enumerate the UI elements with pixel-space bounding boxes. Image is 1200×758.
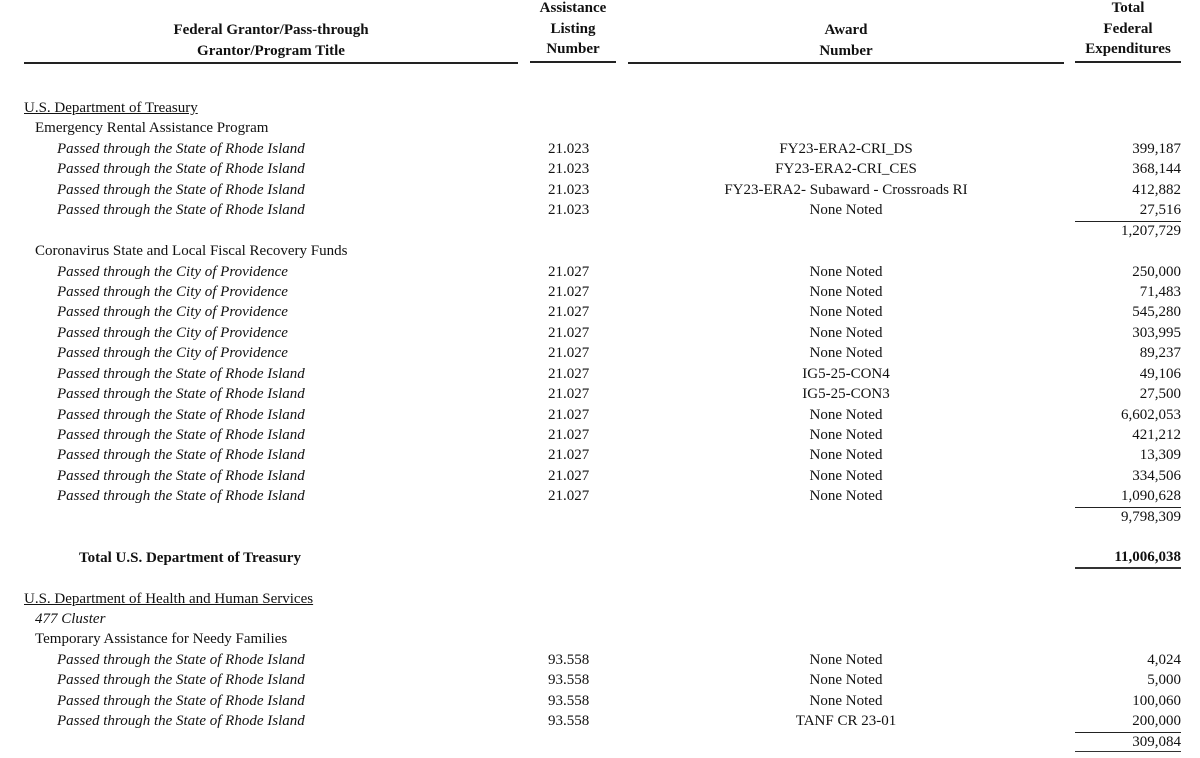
listing-number: 93.558 xyxy=(548,672,590,689)
total-expenditures: 545,280 xyxy=(1132,304,1181,321)
award-number: None Noted xyxy=(809,406,883,423)
header-line: Grantor/Program Title xyxy=(197,42,345,59)
listing-number: 21.027 xyxy=(548,447,590,464)
blank-row xyxy=(0,527,1200,547)
award-number: FY23-ERA2- Subaward - Crossroads RI xyxy=(724,181,968,198)
award-number: None Noted xyxy=(809,488,883,505)
table-row xyxy=(0,486,1200,506)
program-title: Passed through the State of Rhode Island xyxy=(57,181,305,198)
table-row xyxy=(0,405,1200,425)
total-expenditures: 412,882 xyxy=(1132,181,1181,198)
table-row xyxy=(0,343,1200,363)
listing-number: 21.027 xyxy=(548,283,590,300)
award-number: None Noted xyxy=(809,672,883,689)
department-row xyxy=(0,98,1200,118)
listing-number: 21.027 xyxy=(548,263,590,280)
award-number: None Noted xyxy=(809,324,883,341)
listing-number: 21.027 xyxy=(548,304,590,321)
program-title: U.S. Department of Health and Human Services xyxy=(24,590,314,607)
award-number: None Noted xyxy=(809,345,883,362)
table-row xyxy=(0,159,1200,179)
cluster-row xyxy=(0,609,1200,629)
program-title: Passed through the State of Rhode Island xyxy=(57,365,305,382)
total-expenditures: 1,090,628 xyxy=(1121,488,1181,505)
header-line: Expenditures xyxy=(1085,41,1171,57)
total-expenditures: 27,516 xyxy=(1139,202,1181,219)
program-title: Passed through the State of Rhode Island xyxy=(57,406,305,423)
subtotal-row xyxy=(0,507,1200,527)
header-line: Number xyxy=(819,42,873,59)
program-title: Coronavirus State and Local Fiscal Recovery Funds xyxy=(35,243,348,260)
listing-number: 93.558 xyxy=(548,713,590,730)
header-line: Award xyxy=(824,22,868,38)
table-row xyxy=(0,302,1200,322)
listing-number: 93.558 xyxy=(548,692,590,709)
program-title: U.S. Department of Treasury xyxy=(24,100,198,116)
program-title: Temporary Assistance for Needy Families xyxy=(35,631,288,648)
table-row xyxy=(0,650,1200,670)
total-expenditures: 5,000 xyxy=(1147,672,1181,689)
award-number: IG5-25-CON3 xyxy=(802,386,890,403)
award-number: None Noted xyxy=(809,427,883,443)
table-row xyxy=(0,711,1200,731)
total-expenditures: 399,187 xyxy=(1132,140,1181,157)
award-number: TANF CR 23-01 xyxy=(795,713,897,730)
total-expenditures: 27,500 xyxy=(1139,386,1181,403)
table-row xyxy=(0,180,1200,200)
department-row xyxy=(0,589,1200,609)
listing-number: 21.027 xyxy=(548,324,590,341)
table-row xyxy=(0,670,1200,690)
total-expenditures: 6,602,053 xyxy=(1121,406,1181,423)
total-expenditures: 9,798,309 xyxy=(1075,507,1181,527)
total-expenditures: 421,212 xyxy=(1132,427,1181,443)
program-title: Passed through the City of Providence xyxy=(57,324,288,341)
program-title: Passed through the City of Providence xyxy=(57,263,288,280)
program-title: Passed through the State of Rhode Island xyxy=(57,467,305,484)
subtotal-row xyxy=(0,221,1200,241)
program-row xyxy=(0,241,1200,261)
program-title: Passed through the City of Providence xyxy=(57,283,288,300)
award-number: None Noted xyxy=(809,447,883,464)
column-header-award-number xyxy=(628,20,1064,64)
column-header-program-title xyxy=(24,20,518,64)
table-row xyxy=(0,691,1200,711)
table-row xyxy=(0,262,1200,282)
program-title: Passed through the City of Providence xyxy=(57,304,288,321)
program-title: Passed through the State of Rhode Island xyxy=(57,692,305,709)
program-title: Passed through the State of Rhode Island xyxy=(57,672,305,689)
table-row xyxy=(0,139,1200,159)
award-number: FY23-ERA2-CRI_CES xyxy=(775,161,917,178)
program-row xyxy=(0,629,1200,649)
listing-number: 21.027 xyxy=(548,406,590,423)
table-row xyxy=(0,200,1200,220)
program-title: Passed through the City of Providence xyxy=(57,345,288,362)
table-row xyxy=(0,466,1200,486)
program-title: Passed through the State of Rhode Island xyxy=(57,488,305,505)
table-row xyxy=(0,323,1200,343)
program-title: Total U.S. Department of Treasury xyxy=(79,549,301,566)
total-expenditures: 100,060 xyxy=(1132,692,1181,709)
program-title: Passed through the State of Rhode Island xyxy=(57,386,305,403)
award-number: None Noted xyxy=(809,304,883,321)
award-number: None Noted xyxy=(809,692,883,709)
table-row xyxy=(0,282,1200,302)
total-expenditures: 71,483 xyxy=(1139,283,1181,300)
program-title: Passed through the State of Rhode Island xyxy=(57,427,305,443)
award-number: FY23-ERA2-CRI_DS xyxy=(779,140,913,157)
total-expenditures: 11,006,038 xyxy=(1075,548,1181,569)
award-number: None Noted xyxy=(809,202,883,219)
blank-row xyxy=(0,568,1200,588)
award-number: None Noted xyxy=(809,467,883,484)
total-expenditures: 250,000 xyxy=(1132,263,1181,280)
total-expenditures: 13,309 xyxy=(1139,447,1181,464)
listing-number: 21.023 xyxy=(548,140,590,157)
table-row xyxy=(0,384,1200,404)
program-title: Passed through the State of Rhode Island xyxy=(57,140,305,157)
program-title: Passed through the State of Rhode Island xyxy=(57,651,305,668)
header-line: Listing xyxy=(550,20,596,37)
listing-number: 21.027 xyxy=(548,345,590,362)
subtotal-row xyxy=(0,732,1200,752)
listing-number: 21.023 xyxy=(548,181,590,198)
header-line: Assistance xyxy=(539,0,607,16)
listing-number: 93.558 xyxy=(548,651,590,668)
listing-number: 21.027 xyxy=(548,427,590,443)
award-number: None Noted xyxy=(809,283,883,300)
award-number: None Noted xyxy=(809,263,883,280)
header-line: Number xyxy=(546,41,600,57)
listing-number: 21.023 xyxy=(548,161,590,178)
listing-number: 21.027 xyxy=(548,365,590,382)
total-expenditures: 200,000 xyxy=(1132,713,1181,730)
table-row xyxy=(0,425,1200,445)
total-row xyxy=(0,548,1200,568)
total-expenditures: 368,144 xyxy=(1132,161,1181,178)
listing-number: 21.027 xyxy=(548,467,590,484)
award-number: None Noted xyxy=(809,651,883,668)
award-number: IG5-25-CON4 xyxy=(802,365,890,382)
total-expenditures: 309,084 xyxy=(1075,732,1181,753)
program-title: Passed through the State of Rhode Island xyxy=(57,202,305,219)
column-header-listing-number xyxy=(530,0,616,63)
program-title: Passed through the State of Rhode Island xyxy=(57,161,305,178)
listing-number: 21.027 xyxy=(548,386,590,403)
column-header-total-expenditures xyxy=(1075,0,1181,63)
table-row xyxy=(0,445,1200,465)
schedule-table xyxy=(0,98,1200,752)
program-title: 477 Cluster xyxy=(35,610,106,627)
header-line: Federal xyxy=(1103,20,1153,37)
header-line: Federal Grantor/Pass-through xyxy=(173,22,369,38)
total-expenditures: 303,995 xyxy=(1132,324,1181,341)
total-expenditures: 89,237 xyxy=(1139,345,1181,362)
program-title: Passed through the State of Rhode Island xyxy=(57,713,305,730)
program-title: Emergency Rental Assistance Program xyxy=(35,120,269,137)
header-line: Total xyxy=(1111,0,1145,16)
program-row xyxy=(0,118,1200,138)
total-expenditures: 334,506 xyxy=(1132,467,1181,484)
listing-number: 21.027 xyxy=(548,488,590,505)
total-expenditures: 4,024 xyxy=(1147,651,1181,668)
total-expenditures: 1,207,729 xyxy=(1075,221,1181,241)
table-row xyxy=(0,364,1200,384)
total-expenditures: 49,106 xyxy=(1139,365,1181,382)
listing-number: 21.023 xyxy=(548,202,590,219)
program-title: Passed through the State of Rhode Island xyxy=(57,447,305,464)
